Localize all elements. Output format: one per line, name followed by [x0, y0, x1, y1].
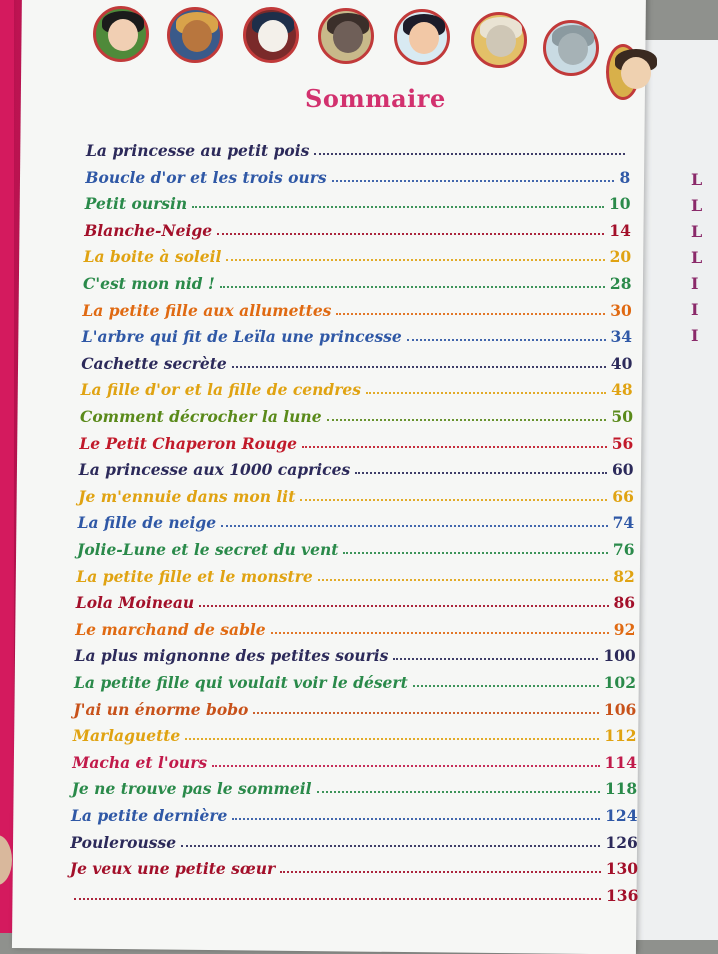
toc-entry-title: Le marchand de sable — [75, 619, 266, 639]
toc-entry — [74, 668, 636, 692]
toc-entry-title: La petite fille aux allumettes — [82, 300, 332, 320]
next-page-fragment: I — [691, 274, 699, 293]
toc-page-number: 124 — [605, 806, 638, 825]
toc-page-number: 112 — [604, 726, 637, 746]
toc-entry — [81, 375, 633, 399]
toc-entry-title: Le Petit Chaperon Rouge — [79, 433, 297, 453]
toc-entry — [80, 402, 633, 426]
toc-page-number: 126 — [605, 832, 638, 852]
toc-entry-title: C'est mon nid ! — [83, 274, 215, 293]
toc-entry-title: Poulerousse — [70, 832, 177, 852]
toc-entry — [78, 482, 634, 506]
toc-entry-title: Boucle d'or et les trois ours — [85, 167, 327, 187]
next-page-fragment: L — [691, 222, 703, 241]
toc-page-number: 40 — [610, 353, 633, 373]
toc-entry — [86, 136, 630, 160]
toc-leader-dots — [253, 712, 599, 714]
toc-entry-title: Je ne trouve pas le sommeil — [71, 779, 312, 799]
toc-page-number: 86 — [613, 593, 636, 613]
toc-page-number: 74 — [612, 513, 635, 533]
toc-entry — [71, 801, 638, 825]
toc-leader-dots — [74, 898, 601, 900]
toc-entry — [75, 615, 635, 639]
toc-entry — [73, 721, 637, 745]
toc-page-number: 66 — [612, 486, 634, 506]
toc-entry — [72, 748, 637, 772]
toc-entry — [83, 269, 632, 293]
toc-page-number: 30 — [610, 300, 632, 320]
toc-entry — [84, 216, 631, 240]
toc-page-number: 82 — [613, 566, 635, 586]
toc-entry-title: La petite fille et le monstre — [76, 566, 313, 586]
toc-page-number: 76 — [612, 540, 635, 559]
toc-entry-title: Macha et l'ours — [72, 752, 208, 772]
toc-leader-dots — [212, 765, 599, 767]
toc-leader-dots — [217, 233, 604, 235]
toc-page-number: 118 — [604, 779, 638, 799]
toc-entry — [85, 189, 631, 213]
toc-entry — [72, 774, 638, 798]
toc-page-number: 114 — [604, 752, 637, 772]
toc-leader-dots — [317, 791, 600, 793]
toc-page-number: 92 — [613, 619, 636, 639]
toc-entry — [82, 322, 632, 346]
toc-entry — [70, 828, 637, 852]
toc-leader-dots — [181, 845, 600, 847]
toc-page-number: 20 — [609, 247, 632, 267]
toc-leader-dots — [232, 366, 606, 368]
toc-page-number: 106 — [603, 699, 637, 719]
toc-page-number: 60 — [612, 460, 634, 480]
toc-entry — [70, 854, 638, 878]
toc-entry-title: La petite fille qui voulait voir le désert — [74, 673, 408, 692]
next-page-fragment: I — [691, 326, 699, 345]
toc-leader-dots — [300, 499, 607, 501]
toc-entry — [69, 881, 638, 905]
toc-leader-dots — [327, 419, 607, 421]
toc-entry — [76, 588, 635, 612]
toc-leader-dots — [314, 153, 625, 155]
next-page-fragment: L — [691, 170, 703, 189]
toc-entry — [76, 562, 634, 586]
toc-leader-dots — [336, 313, 605, 315]
toc-leader-dots — [407, 339, 606, 341]
toc-page-number: 8 — [619, 167, 631, 187]
toc-leader-dots — [366, 392, 606, 394]
toc-entry-title: Je veux une petite sœur — [69, 859, 276, 879]
next-page-fragment: L — [691, 196, 703, 215]
next-page-fragment: L — [691, 248, 703, 267]
toc-entry-title: La princesse au petit pois — [86, 141, 310, 160]
toc-leader-dots — [199, 605, 608, 607]
toc-entry-title: Lola Moineau — [75, 593, 195, 613]
toc-entry-title: Jolie-Lune et le secret du vent — [77, 540, 339, 559]
toc-leader-dots — [332, 180, 615, 182]
toc-leader-dots — [302, 446, 607, 448]
toc-leader-dots — [355, 472, 607, 474]
toc-leader-dots — [221, 525, 608, 527]
toc-leader-dots — [192, 206, 604, 208]
toc-leader-dots — [393, 658, 598, 660]
toc-entry-title: Petit oursin — [84, 194, 188, 214]
toc-entry — [84, 242, 632, 266]
toc-leader-dots — [220, 286, 605, 288]
toc-leader-dots — [226, 259, 604, 261]
toc-page-number: 10 — [609, 194, 631, 214]
next-page-fragment: I — [691, 300, 699, 319]
toc-page-number: 34 — [610, 327, 633, 347]
toc-page-number: 14 — [609, 220, 631, 240]
toc-entry-title: Cachette secrète — [81, 353, 227, 373]
toc-entry — [85, 163, 630, 187]
toc-leader-dots — [413, 685, 599, 687]
toc-leader-dots — [343, 552, 608, 554]
toc-entry-title: La plus mignonne des petites souris — [74, 646, 389, 666]
page-title: Sommaire — [305, 84, 446, 113]
toc-entry-title: La boite à soleil — [83, 247, 222, 267]
toc-entry — [82, 296, 631, 320]
toc-entry — [75, 641, 636, 665]
toc-entry — [73, 695, 636, 719]
toc-entry-title: J'ai un énorme bobo — [73, 699, 249, 719]
toc-entry — [81, 349, 632, 373]
toc-leader-dots — [232, 818, 600, 820]
toc-page-number: 130 — [605, 859, 639, 879]
toc-entry — [78, 508, 635, 532]
toc-page-number: 56 — [611, 433, 634, 453]
toc-entry — [79, 429, 633, 453]
toc-leader-dots — [271, 632, 609, 634]
toc-entry-title: Je m'ennuie dans mon lit — [78, 486, 296, 506]
toc-entry-title: Comment décrocher la lune — [80, 407, 322, 426]
toc-entry — [77, 535, 635, 559]
toc-page-number: 28 — [609, 274, 632, 293]
toc-entry — [79, 455, 634, 479]
toc-page-number: 102 — [603, 673, 636, 692]
toc-entry-title: La princesse aux 1000 caprices — [78, 460, 351, 480]
toc-entry-title: L'arbre qui fit de Leïla une princesse — [81, 327, 402, 347]
toc-page-number: 136 — [606, 885, 639, 905]
toc-entry-title: La petite dernière — [71, 806, 228, 825]
toc-entry-title: Marlaguette — [72, 726, 181, 746]
toc-entry-title: La fille d'or et la fille de cendres — [80, 380, 362, 400]
toc-leader-dots — [318, 579, 609, 581]
toc-page-number: 50 — [611, 407, 633, 426]
toc-leader-dots — [185, 738, 599, 740]
toc-page-number: 100 — [603, 646, 636, 666]
toc-entry-title: Blanche-Neige — [84, 220, 213, 240]
toc-entry-title: La fille de neige — [77, 513, 217, 533]
toc-leader-dots — [280, 871, 601, 873]
toc-page-number: 48 — [611, 380, 633, 400]
